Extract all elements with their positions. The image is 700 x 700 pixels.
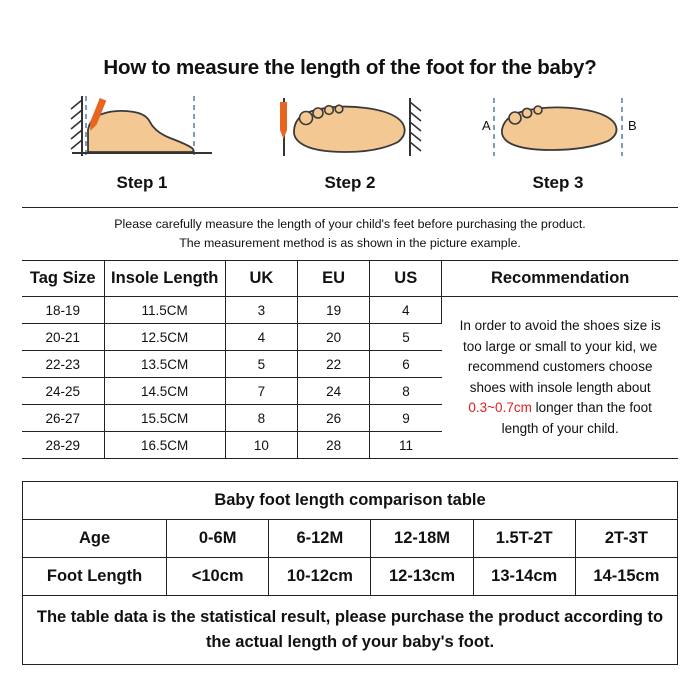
header-insole-length: Insole Length [104,261,225,297]
cell-insole-length: 14.5CM [104,378,225,405]
foot-ab-span-icon [458,94,658,166]
size-table-header-row [22,261,678,297]
baby-foot-length-table [22,481,678,665]
cell-recommendation [442,297,678,459]
cell-eu: 24 [298,378,370,405]
cell-us: 8 [370,378,442,405]
cell-uk: 10 [225,432,297,459]
size-table [22,260,678,459]
baby-table-title-row [23,482,678,520]
step-3 [458,94,658,193]
cell-tag-size: 18-19 [22,297,104,324]
cell-uk: 5 [225,351,297,378]
header-eu: EU [298,261,370,297]
cell-uk: 8 [225,405,297,432]
cell-insole-length: 13.5CM [104,351,225,378]
step-2 [250,94,450,193]
cell-tag-size: 28-29 [22,432,104,459]
cell-tag-size: 20-21 [22,324,104,351]
baby-table-title: Baby foot length comparison table [23,482,678,520]
cell-tag-size: 26-27 [22,405,104,432]
baby-age-value: 2T-3T [575,520,677,558]
steps-row [22,94,678,193]
foot-side-measure-icon [42,94,242,166]
cell-eu: 22 [298,351,370,378]
cell-us: 5 [370,324,442,351]
baby-foot-value: 12-13cm [371,558,473,596]
baby-table-footnote: The table data is the statistical result, please purchase the product according to the actual length of your baby's foot. [23,596,678,665]
header-tag-size: Tag Size [22,261,104,297]
baby-table-section [22,481,678,665]
baby-age-value: 0-6M [167,520,269,558]
measure-note-line-2: The measurement method is as shown in the picture example. [179,235,521,250]
table-row [22,297,678,324]
cell-us: 11 [398,437,413,453]
recommendation-text-2: longer than the foot length of your child. [501,400,652,436]
cell-insole-length: 12.5CM [104,324,225,351]
foot-top-measure-icon [250,94,450,166]
page-title: How to measure the length of the foot for the baby? [103,56,597,79]
baby-age-label: Age [23,520,167,558]
step-1 [42,94,242,193]
svg-text:A: A [482,118,491,133]
header-uk: UK [225,261,297,297]
cell-eu: 19 [298,297,370,324]
baby-foot-value: 14-15cm [575,558,677,596]
cell-eu: 20 [298,324,370,351]
header-us: US [370,261,442,297]
cell-uk: 7 [225,378,297,405]
baby-table-footnote-row [23,596,678,665]
baby-foot-value: 13-14cm [473,558,575,596]
cell-tag-size: 22-23 [22,351,104,378]
cell-uk: 4 [225,324,297,351]
step-1-label: Step 1 [116,173,168,192]
cell-insole-length: 15.5CM [104,405,225,432]
table-row [23,520,678,558]
cell-eu: 26 [298,405,370,432]
cell-insole-length: 16.5CM [104,432,225,459]
header-recommendation: Recommendation [442,261,678,297]
step-2-label: Step 2 [324,173,376,192]
cell-tag-size: 24-25 [22,378,104,405]
cell-insole-length: 11.5CM [104,297,225,324]
step-3-label: Step 3 [532,173,584,192]
cell-us: 6 [370,351,442,378]
baby-age-value: 6-12M [269,520,371,558]
measure-note [22,208,678,260]
baby-age-value: 12-18M [371,520,473,558]
cell-uk: 3 [225,297,297,324]
baby-age-value: 1.5T-2T [473,520,575,558]
recommendation-highlight: 0.3~0.7cm [468,400,532,416]
measure-note-line-1: Please carefully measure the length of your child's feet before purchasing the product. [114,217,586,231]
baby-foot-value: 10-12cm [269,558,371,596]
cell-us: 4 [370,297,442,324]
table-row [23,558,678,596]
cell-us: 9 [370,405,442,432]
baby-foot-label: Foot Length [23,558,167,596]
svg-text:B: B [628,118,637,133]
cell-eu: 28 [298,432,370,459]
recommendation-text-1: In order to avoid the shoes size is too large or small to your kid, we recommend customers choose shoes with insole length about [459,318,661,395]
baby-foot-value: <10cm [167,558,269,596]
